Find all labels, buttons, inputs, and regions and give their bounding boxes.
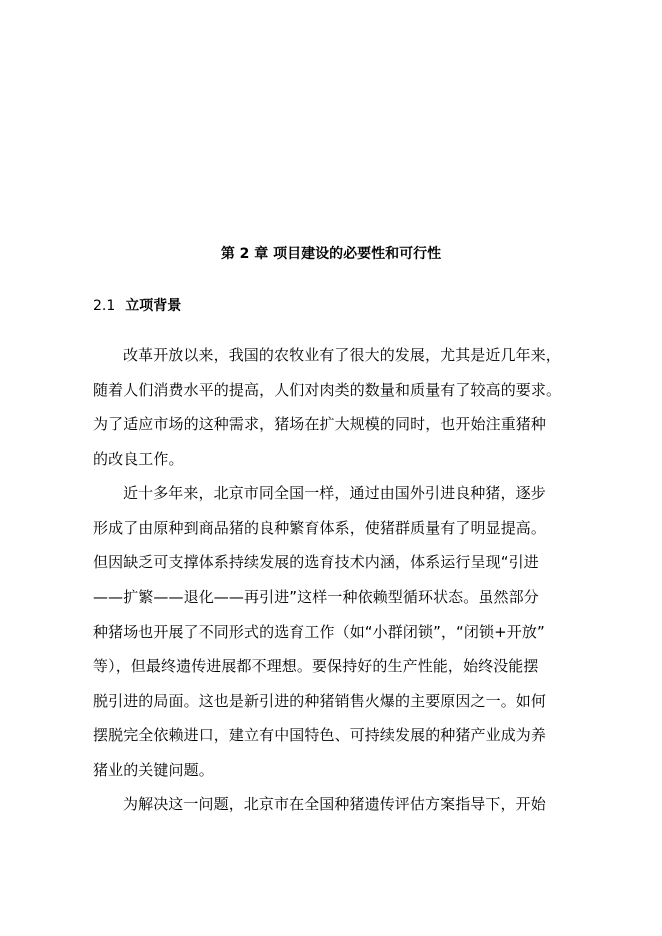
- body-line: 的改良工作。: [93, 450, 184, 468]
- body-line: 种猪场也开展了不同形式的选育工作（如“小群闭锁”，“闭锁+开放”: [93, 623, 545, 641]
- body-line: 猪业的关键问题。: [93, 761, 214, 779]
- body-line: 改革开放以来，我国的农牧业有了很大的发展，尤其是近几年来，: [123, 346, 561, 364]
- body-line: 近十多年来，北京市同全国一样，通过由国外引进良种猪，逐步: [123, 484, 546, 502]
- section-heading: [93, 296, 181, 316]
- body-line: ——扩繁——退化——再引进”这样一种依赖型循环状态。虽然部分: [93, 588, 539, 606]
- body-line: 为了适应市场的这种需求，猪场在扩大规模的同时，也开始注重猪种: [93, 415, 547, 433]
- section-number: 2.1: [93, 298, 116, 314]
- body-line: 为解决这一问题，北京市在全国种猪遗传评估方案指导下，开始: [123, 795, 546, 813]
- body-line: 随着人们消费水平的提高，人们对肉类的数量和质量有了较高的要求。: [93, 381, 562, 399]
- chapter-title: 第 2 章 项目建设的必要性和可行性: [220, 246, 442, 262]
- section-title: 立项背景: [125, 298, 182, 314]
- body-line: 等），但最终遗传进展都不理想。要保持好的生产性能，始终没能摆: [93, 657, 539, 675]
- body-line: 脱引进的局面。这也是新引进的种猪销售火爆的主要原因之一。如何: [93, 692, 547, 710]
- body-line: 形成了由原种到商品猪的良种繁育体系，使猪群质量有了明显提高。: [93, 519, 547, 537]
- body-line: 但因缺乏可支撑体系持续发展的选育技术内涵，体系运行呈现“引进: [93, 553, 539, 571]
- body-line: 摆脱完全依赖进口，建立有中国特色、可持续发展的种猪产业成为养: [93, 726, 547, 744]
